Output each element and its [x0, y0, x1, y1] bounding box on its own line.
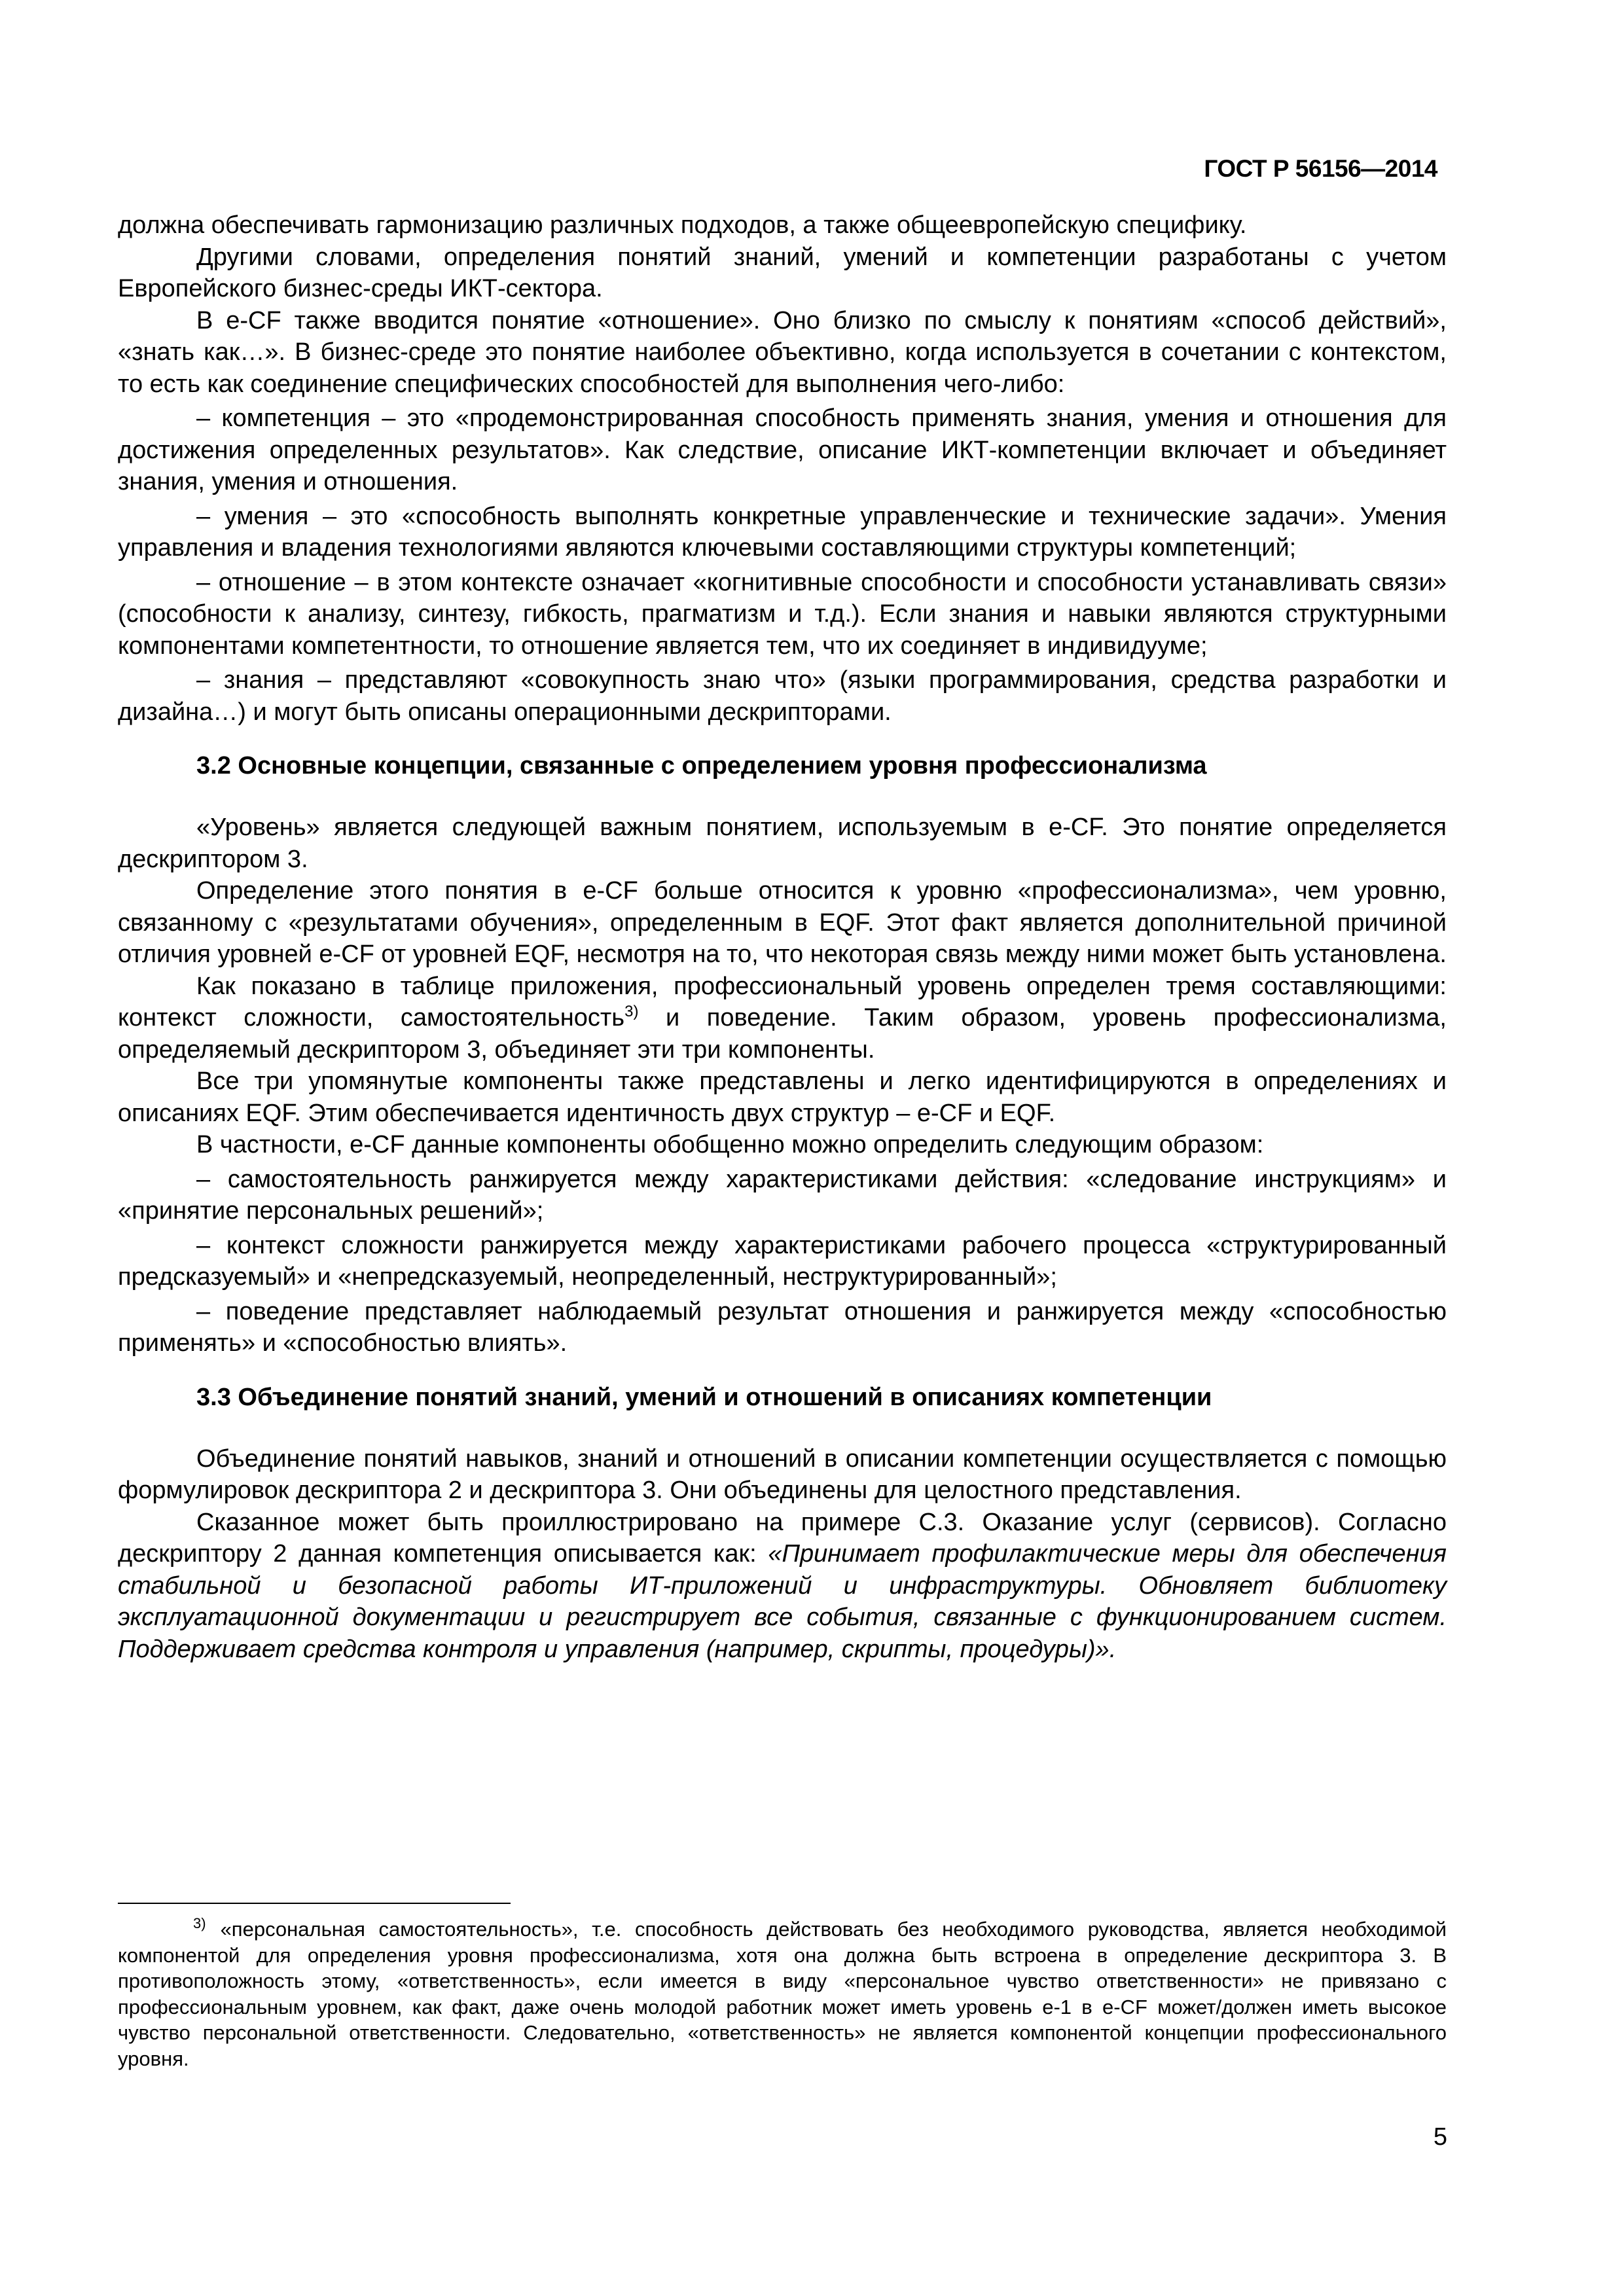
paragraph: Объединение понятий навыков, знаний и отношений в описании компетенции осуществляется с помощью формулировок дескриптора 2 и дескриптора 3. Они объединены для целостного представления. — [118, 1444, 1447, 1504]
list-item: – поведение представляет наблюдаемый результат отношения и ранжируется между «способностью применять» и «способностью влиять». — [118, 1297, 1447, 1357]
text-span: Как показано в таблице приложения, профессиональный уровень определен тремя составляющими: контекст сложности, самостоятельность — [118, 972, 1447, 1031]
list-item: – умения – это «способность выполнять конкретные управленческие и технические задачи». Умения управления и владения технологиями являются ключевыми составляющими структуры компетенций; — [118, 502, 1447, 562]
list-item: – знания – представляют «совокупность знаю что» (языки программирования, средства разработки и дизайна…) и могут быть описаны операционными дескрипторами. — [118, 666, 1447, 726]
text-span: и поведение. Таким образом, уровень профессионализма, определяемый дескриптором 3, объединяет эти три компоненты. — [118, 1004, 1447, 1064]
italic-quote: «Принимает профилактические меры для обеспечения стабильной и безопасной работы ИТ-приложений и инфраструктуры. Обновляет библиотеку эксплуатационной документации и регистрирует все события, связанные с функционированием систем. Поддерживает средства контроля и управления (например, скрипты, процедуры)». — [118, 1540, 1447, 1663]
paragraph: Другими словами, определения понятий знаний, умений и компетенции разработаны с учетом Европейского бизнес-среды ИКТ-сектора. — [118, 243, 1447, 302]
paragraph — [118, 971, 1447, 1066]
paragraph: В е-CF также вводится понятие «отношение». Оно близко по смыслу к понятиям «способ действий», «знать как…». В бизнес-среде это понятие наиболее объективно, когда используется в сочетании с контекстом, то есть как соединение специфических способностей для выполнения чего-либо: — [118, 306, 1447, 398]
section-heading: 3.2 Основные концепции, связанные с определением уровня профессионализма — [196, 752, 1207, 780]
list-item: – компетенция – это «продемонстрированная способность применять знания, умения и отношения для достижения определенных результатов». Как следствие, описание ИКТ-компетенции включает и объединяет знания, умения и отношения. — [118, 404, 1447, 495]
list-item: – контекст сложности ранжируется между характеристиками рабочего процесса «структурированный предсказуемый» и «непредсказуемый, неопределенный, неструктурированный»; — [118, 1231, 1447, 1291]
text-span: Сказанное может быть проиллюстрировано на примере С.3. Оказание услуг (сервисов). Согласно дескриптору 2 данная компетенция описывается как: — [118, 1508, 1447, 1568]
list-item: – самостоятельность ранжируется между характеристиками действия: «следование инструкциям» и «принятие персональных решений»; — [118, 1165, 1447, 1225]
section-heading: 3.3 Объединение понятий знаний, умений и отношений в описаниях компетенции — [196, 1383, 1212, 1411]
paragraph: Все три упомянутые компоненты также представлены и легко идентифицируются в определениях и описаниях EQF. Этим обеспечивается идентичность двух структур – е-CF и EQF. — [118, 1067, 1447, 1127]
document-code-header: ГОСТ Р 56156—2014 — [1204, 155, 1437, 182]
footnote — [118, 1916, 1447, 2072]
page-number: 5 — [1433, 2123, 1447, 2151]
footnote-mark: 3) — [193, 1915, 206, 1931]
footnote-text: «персональная самостоятельность», т.е. способность действовать без необходимого руководства, является необходимой компонентой для определения уровня профессионализма, хотя она должна быть встроена в определение дескриптора 3. В противоположность этому, «ответственность», если имеется в виду «персональное чувство ответственности» не привязано с профессиональным уровнем, как факт, даже очень молодой работник может иметь уровень е-1 в е-CF может/должен иметь высокое чувство персональной ответственности. Следовательно, «ответственность» не является компонентой концепции профессионального уровня. — [118, 1918, 1447, 2070]
paragraph: В частности, е-CF данные компоненты обобщенно можно определить следующим образом: — [196, 1131, 1264, 1158]
footnote-reference: 3) — [624, 1003, 639, 1020]
paragraph: «Уровень» является следующей важным понятием, используемым в е-CF. Это понятие определяется дескриптором 3. — [118, 814, 1447, 873]
paragraph — [118, 1507, 1447, 1666]
paragraph: Определение этого понятия в е-CF больше относится к уровню «профессионализма», чем уровню, связанному с «результатами обучения», определенным в EQF. Этот факт является дополнительной причиной отличия уровней е-CF от уровней EQF, несмотря на то, что некоторая связь между ними может быть установлена. — [118, 877, 1447, 968]
paragraph: должна обеспечивать гармонизацию различных подходов, а также общеевропейскую специфику. — [118, 211, 1247, 239]
list-item: – отношение – в этом контексте означает «когнитивные способности и способности устанавливать связи» (способности к анализу, синтезу, гибкость, прагматизм и т.д.). Если знания и навыки являются структурными компонентами компетентности, то отношение является тем, что их соединяет в индивидууме; — [118, 568, 1447, 660]
footnote-separator — [118, 1903, 511, 1904]
main-text — [118, 209, 1447, 1665]
